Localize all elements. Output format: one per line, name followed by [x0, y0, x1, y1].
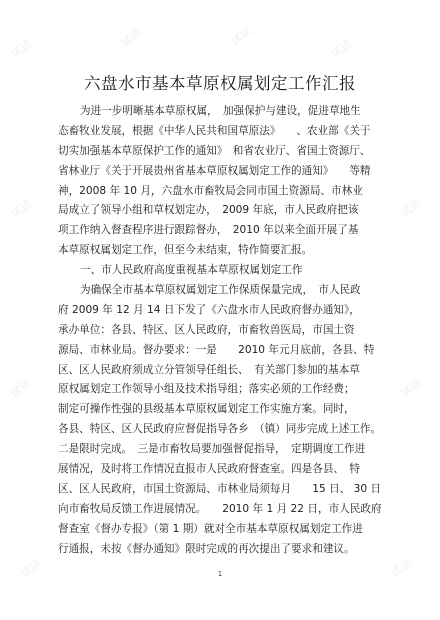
- text-line: 展情况，及时将工作情况直报市人民政府督查室。四是各县、 特: [58, 463, 360, 476]
- watermark: 试读: [328, 36, 355, 61]
- watermark: 试读: [388, 556, 415, 581]
- text-line: 局成立了领导小组和草权划定办， 2009 年底，市人民政府把该: [58, 204, 359, 217]
- text-line: 神，2008 年 10 月，六盘水市畜牧局会同市国土资源局、市林业: [58, 184, 363, 197]
- text-line: 区、区人民政府，市国土资源局、市林业局须每月 15 日、 30 日: [58, 482, 382, 495]
- text-line: 省林业厅《关于开展贵州省基本草原权属划定工作的通知》 等精: [58, 164, 371, 177]
- text-line: 行通报，未按《督办通知》限时完成的再次提出了要求和建议。: [58, 542, 355, 555]
- text-line: 为确保全市基本草原权属划定工作保质保量完成， 市人民政: [80, 284, 361, 297]
- text-line: 切实加强基本草原保护工作的通知》 和省农业厅、省国土资源厅、: [58, 144, 371, 157]
- text-line: 区、区人民政府须成立分管领导任组长、 有关部门参加的基本草: [58, 363, 360, 376]
- text-line: 制定可操作性强的县级基本草原权属划定工作实施方案。同时，: [58, 403, 355, 416]
- watermark: 试读: [18, 556, 45, 581]
- text-line: 承办单位：各县、特区、区人民政府，市畜牧兽医局，市国土资: [58, 323, 355, 336]
- text-line: 督查室《督办专报》（第 1 期）就对全市基本草原权属划定工作进: [58, 522, 363, 535]
- text-line: 项工作纳入督查程序进行跟踪督办， 2010 年以来全面开展了基: [58, 224, 359, 237]
- text-line: 一、市人民政府高度重视基本草原权属划定工作: [80, 264, 303, 277]
- text-line: 源局、市林业局。督办要求：一是 2010 年元月底前，各县、特: [58, 343, 375, 356]
- document-body: [58, 102, 388, 559]
- watermark: 试读: [398, 376, 425, 401]
- text-line: 原权属划定工作领导小组及技术指导组；落实必须的工作经费；: [58, 383, 355, 396]
- text-line: 为进一步明晰基本草原权属， 加强保护与建设，促进草地生: [80, 105, 361, 117]
- text-line: 各县、特区、区人民政府应督促指导各乡 （镇）同步完成上述工作。: [58, 423, 382, 436]
- watermark: 试读: [228, 24, 255, 49]
- text-line: 本草原权属划定工作，但至今未结束，特作简要汇报。: [58, 244, 313, 257]
- text-line: 向市畜牧局反馈工作进展情况。 2010 年 1 月 22 日，市人民政府: [58, 502, 382, 515]
- watermark: 试读: [118, 26, 145, 51]
- document-title: 六盘水市基本草原权属划定工作汇报: [84, 74, 356, 93]
- watermark: 试读: [8, 36, 35, 61]
- watermark: 试读: [8, 196, 35, 221]
- page-number: 1: [217, 570, 223, 578]
- watermark: 试读: [8, 376, 35, 401]
- watermark: 试读: [398, 196, 425, 221]
- text-line: 态畜牧业发展，根据《中华人民共和国草原法》 、农业部《关于: [58, 124, 371, 137]
- text-line: 府 2009 年 12 月 14 日下发了《六盘水市人民政府督办通知》，: [58, 303, 360, 316]
- text-line: 二是限时完成。 三是市畜牧局要加强督促指导， 定期调度工作进: [58, 443, 366, 456]
